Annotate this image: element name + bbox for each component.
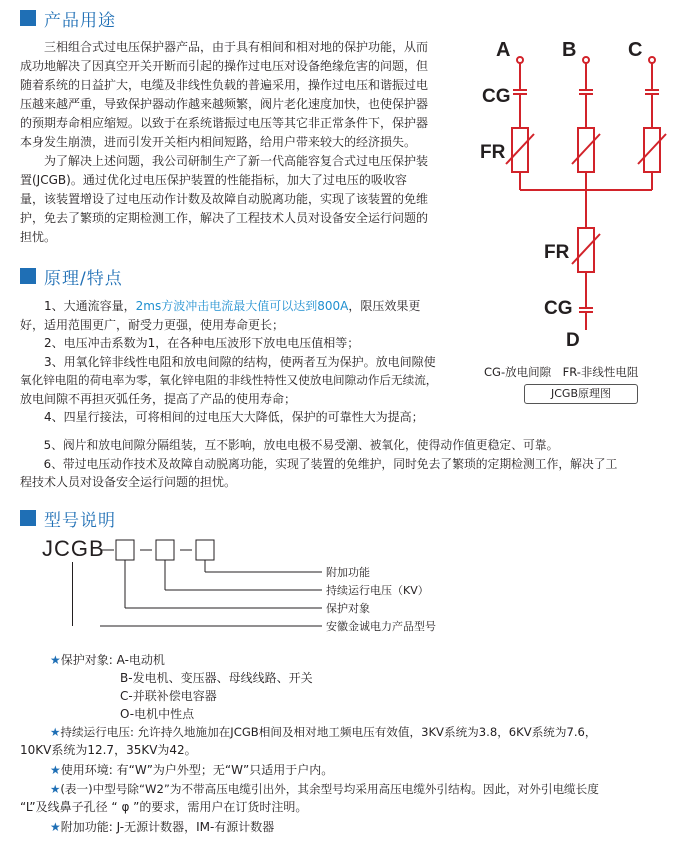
model-code-diagram (100, 536, 350, 636)
note-text: 持续运行电压: 允许持久地施加在JCGB相间及相对地工频电压有效值，3KV系统为3.8，6KV系统为7.6， (60, 725, 597, 739)
note-voltage (50, 724, 597, 741)
model-label-brand: 安徽金诚电力产品型号 (326, 620, 436, 633)
text-line: 三相组合式过电压保护器产品，由于具有相间和相对地的保护功能，从而 (20, 40, 429, 54)
diagram-legend: CG-放电间隙 FR-非线性电阻 (484, 365, 639, 379)
d-label: D (566, 330, 580, 351)
text-line: 成功地解决了因真空开关开断而引起的操作过电压对设备绝缘危害的问题，但 (20, 59, 429, 73)
phase-a-label: A (496, 39, 511, 61)
note-text: 附加功能: J-无源计数器，IM-有源计数器 (60, 820, 275, 834)
section-model-header (20, 508, 116, 531)
phase-b-label: B (562, 39, 577, 61)
phase-wires (506, 63, 666, 330)
principle-item-2: 2、电压冲击系数为1，在各种电压波形下放电电压值相等； (20, 336, 360, 350)
text-line: 压越来越严重，导致保护器动作越来越频繁，阀片老化速度加快，也使保护器 (20, 97, 429, 111)
note-text: 保护对象: A-电动机 (60, 653, 165, 667)
section-model-title: 型号说明 (44, 510, 116, 531)
text-line: 随着系统的日益扩大，电缆及非线性负载的普遍采用，操作过电压和谐振过电 (20, 78, 429, 92)
section-marker-icon (20, 510, 36, 526)
jcgb-schematic-diagram (470, 30, 688, 410)
section-usage-title: 产品用途 (44, 10, 116, 31)
note-table-cont: “L”及线鼻子孔径 “ φ ”的要求，需用户在订货时注明。 (20, 800, 308, 814)
principle-item-1 (20, 297, 490, 316)
item-text: ，限压效果更 (348, 299, 421, 313)
fr-label-bottom: FR (544, 242, 570, 263)
model-labels (326, 564, 436, 636)
star-icon: ★ (50, 653, 61, 667)
principle-item-3: 3、用氧化锌非线性电阻和放电间隙的结构，使两者互为保护。放电间隙使 (20, 354, 436, 369)
text-line: 量，该装置增设了过电压动作计数及故障自动脱离功能，实现了该装置的免维 (20, 192, 429, 206)
cg-label-bottom: CG (544, 298, 573, 319)
section-usage-header (20, 8, 116, 31)
note-table (50, 781, 599, 798)
principle-item-3-cont: 氧化锌电阻的荷电率为零，氧化锌电阻的非线性特性又使放电间隙动作后无续流， (20, 373, 438, 387)
section-principle-header (20, 266, 123, 289)
text-line: 护，免去了繁琐的定期检测工作，解决了工程技术人员对设备安全运行问题的 (20, 211, 429, 225)
terminal-c (649, 57, 655, 63)
item-highlight: 2ms方波冲击电流最大值可以达到800A (135, 299, 349, 313)
text-line: 本身发生崩溃，进而引发开关柜内相间短路，给用户带来较大的经济损失。 (20, 135, 417, 149)
item-text: 1、大通流容量， (20, 299, 136, 313)
star-icon: ★ (50, 820, 61, 834)
section-marker-icon (20, 268, 36, 284)
principle-item-1-cont: 好，适用范围更广，耐受力更强，使用寿命更长； (20, 317, 285, 332)
note-text: (表一)中型号除“W2”为不带高压电缆引出外，其余型号均采用高压电缆外引结构。因此，对外引电缆长度 (60, 782, 599, 796)
model-label-protect: 保护对象 (326, 602, 370, 615)
protect-item: O-电机中性点 (120, 707, 195, 721)
principle-item-5: 5、阀片和放电间隙分隔组装，互不影响，放电电极不易受潮、被氧化，使得动作值更稳定、可靠。 (20, 438, 559, 452)
model-code: JCGB (42, 536, 105, 561)
fr-label-top: FR (480, 142, 506, 163)
model-label-extra: 附加功能 (326, 566, 370, 579)
model-label-voltage: 持续运行电压（KV） (326, 584, 429, 597)
section-principle-title: 原理/特点 (44, 268, 123, 289)
model-code-leader (72, 562, 73, 626)
star-icon: ★ (50, 782, 61, 796)
text-line: 为了解决上述问题，我公司研制生产了新一代高能容复合式过电压保护装 (20, 154, 429, 168)
star-icon: ★ (50, 763, 61, 777)
note-extra (50, 819, 274, 836)
note-protect (50, 652, 165, 669)
diagram-caption: JCGB原理图 (524, 384, 638, 404)
text-line: 的预期寿命相应缩短。以致于在系统谐振过电压等其它非正常条件下，保护器 (20, 116, 429, 130)
phase-c-label: C (628, 39, 643, 61)
text-line: 置(JCGB)。通过优化过电压保护装置的性能指标，加大了过电压的吸收容 (20, 173, 407, 187)
terminal-b (583, 57, 589, 63)
note-voltage-cont: 10KV系统为12.7，35KV为42。 (20, 743, 197, 757)
principle-item-4: 4、四星行接法，可将相间的过电压大大降低，保护的可靠性大为提高； (20, 410, 424, 424)
principle-item-6: 6、带过电压动作技术及故障自动脱离功能，实现了装置的免维护，同时免去了繁琐的定期检测工作，解决了工 (20, 456, 618, 471)
star-icon: ★ (50, 725, 61, 739)
text-line: 担忧。 (20, 230, 57, 244)
principle-items-left (20, 297, 490, 427)
note-text: 使用环境: 有“W”为户外型；无“W”只适用于户内。 (60, 763, 334, 777)
protect-item: C-并联补偿电容器 (120, 689, 217, 703)
principle-item-3-cont: 放电间隙不再担灭弧任务，提高了产品的使用寿命； (20, 391, 297, 406)
principle-items-wide (20, 436, 680, 492)
section-marker-icon (20, 10, 36, 26)
usage-paragraph-1 (20, 38, 468, 247)
terminal-a (517, 57, 523, 63)
note-env (50, 762, 333, 779)
principle-item-6-cont: 程技术人员对设备安全运行问题的担忧。 (20, 475, 237, 489)
protect-item: B-发电机、变压器、母线线路、开关 (120, 671, 313, 685)
cg-label-top: CG (482, 86, 511, 107)
